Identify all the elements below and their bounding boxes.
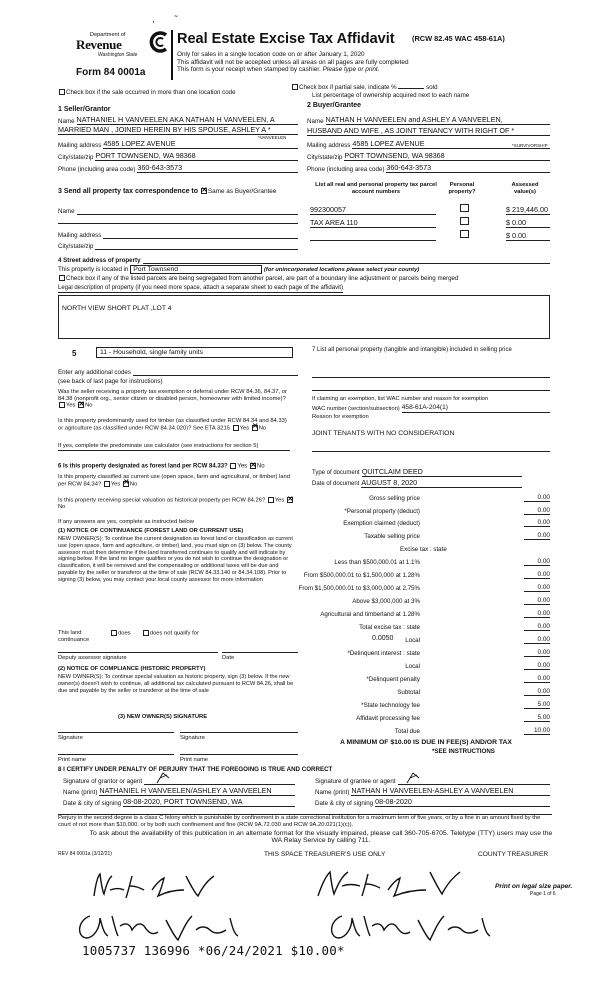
assessed-value-1[interactable]: $ 219,446.00: [506, 206, 550, 215]
same-as-buyer-label: Same as Buyer/Grantee: [207, 188, 277, 195]
seller-name-label: Name: [58, 118, 75, 126]
notice-date: Only for sales in a single location code on or after January 1, 2020: [177, 51, 365, 58]
s6-q3: Is this property receiving special valuation as historical property per RCW 84.26? Yes ✕No: [58, 497, 298, 511]
perjury-notice: Perjury in the second degree is a class C felony which is punishable by confinement in a state correctional institution for a maximum term of five years, or by a fine in an amount fixed by the court of not more than $10,000, or by both such confinement and fine (RCW 9A.72.030 and RCW 9A.20.021(1)(c)).: [58, 814, 552, 828]
tier3-value[interactable]: 0.00: [524, 584, 550, 592]
segregated-label: Check box if any of the listed parcels are being segregated from another parcel, are part of a boundary line adjustment or parcels being merged: [66, 275, 459, 282]
street-address-label: 4 Street address of property: [58, 257, 141, 264]
tier1-label: Less than $500,000.01 at 1.1%: [334, 559, 420, 566]
additional-codes-field[interactable]: [133, 369, 298, 376]
treasurer-only-label: THIS SPACE TREASURER'S USE ONLY: [264, 851, 386, 858]
tech-fee-label: *State technology fee: [361, 702, 420, 709]
s5-q2-yes-checkbox[interactable]: [233, 425, 239, 431]
tax-correspondence-row: [58, 188, 276, 196]
county-treasurer-label: COUNTY TREASURER: [478, 851, 549, 858]
s6-q1-no-checkbox[interactable]: [250, 463, 256, 469]
seller-phone-field[interactable]: 360-643-3573: [137, 164, 298, 173]
tier4-value[interactable]: 0.00: [524, 597, 550, 605]
corr-address-row: [58, 232, 298, 239]
signature-nathan-2: [312, 866, 472, 902]
parcel-account-1[interactable]: 992300057: [310, 206, 436, 215]
legal-description-field[interactable]: NORTH VIEW SHORT PLAT ,LOT 4: [58, 295, 550, 339]
grantee-name-label: Name (print): [315, 788, 350, 796]
buyer-name-label: Name: [307, 118, 324, 126]
seller-phone-row: [58, 164, 298, 173]
buyer-phone-row: [307, 164, 550, 173]
wac-label: WAC number (section/subsection): [312, 405, 400, 412]
notice1-body: NEW OWNER(S): To continue the current designation as forest land or classification as current use (open space, farm and agriculture, or timber) land, you must sign on (3) below. The county assessor must then determine if the land transferred continues to qualify and will indicate by signing below. If the land no longer qualifies or you do not wish to continue the designation or classification, it will be removed and the compensating or additional taxes will be due and payable by the seller or transferor at the time of sale (RCW 84.33.140 or 84.34.108). Prior to signing (3) below, you may contact your local county assessor for more information: [58, 536, 293, 583]
notice-receipt: This form is your receipt when stamped by cashier. Please type or print.: [177, 66, 380, 74]
corr-city-row: [58, 243, 298, 250]
buyer-phone-label: Phone (including area code): [307, 166, 385, 174]
ag-label: Agricultural and timberland at 1.28%: [320, 611, 420, 618]
local-rate: 0.0050: [372, 635, 394, 642]
buyer-address-label: Mailing address: [307, 142, 351, 150]
excise-header: Excise tax : state: [400, 546, 447, 553]
print-name-label-1: Print name: [58, 757, 87, 763]
cashier-receipt-stamp: 1005737 136996 *06/24/2021 $10.00*: [82, 943, 345, 958]
buyer-city-label: City/state/zip: [307, 154, 343, 162]
partial-sale-checkbox[interactable]: [292, 84, 298, 90]
deputy-date-line[interactable]: [222, 652, 298, 653]
segregated-checkbox[interactable]: [59, 275, 65, 281]
multi-location-checkbox[interactable]: [59, 89, 65, 95]
legal-size-note: Print on legal size paper.: [495, 883, 573, 890]
deputy-label: Deputy assessor signature: [58, 655, 127, 661]
dor-logo: [76, 32, 168, 59]
grantee-name-field[interactable]: NATHAN H VANVEELEN-ASHLEY A VANVEELEN: [351, 787, 550, 796]
doc-type-row: [312, 468, 522, 477]
s6-q3-no-checkbox[interactable]: [287, 497, 293, 503]
header-divider: [171, 30, 173, 80]
doc-date-label: Date of document: [312, 481, 360, 488]
total-due-label: Total due: [394, 728, 420, 735]
s6-q2-yes-checkbox[interactable]: [104, 481, 110, 487]
corr-name-label: Name: [58, 208, 75, 215]
reason-line2[interactable]: [312, 451, 550, 452]
exemption-deduct-value[interactable]: 0.00: [524, 519, 550, 527]
gross-label: Gross selling price: [369, 495, 420, 502]
s5-q1-no-checkbox[interactable]: [78, 402, 84, 408]
processing-fee-value[interactable]: 5.00: [524, 714, 550, 722]
delinquent-penalty-label: *Delinquent penalty: [366, 676, 420, 683]
grantor-name-label: Name (print): [63, 788, 98, 796]
seller-phone-label: Phone (including area code): [58, 166, 136, 174]
minimum-notice: A MINIMUM OF $10.00 IS DUE IN FEE(S) AND/OR TAX: [340, 739, 512, 746]
multi-location-row: [58, 89, 236, 96]
notice1-title: (1) NOTICE OF CONTINUANCE (FOREST LAND OR CURRENT USE): [58, 528, 244, 534]
buyer-name-row: [307, 116, 550, 125]
partial-sale-label: Check box if partial sale, indicate %: [299, 84, 397, 91]
see-back-note: (see back of last page for instructions): [58, 378, 163, 385]
personal-col-header: Personal property?: [448, 182, 476, 195]
signature-tick-icon: [156, 772, 170, 784]
s5-q1: Was the seller receiving a property tax exemption or deferral under RCW 84.36, 84.37, or 84.38 (nonprofit org., senior citizen or disabled person, homeowner with limited income)? Yes ✕ No: [58, 389, 290, 410]
buyer-name-line1[interactable]: NATHAN H VANVEELEN and ASHLEY A VANVEELEN,: [326, 116, 550, 125]
land-qualify-row: does does not qualify for: [110, 630, 199, 637]
exemption-deduct-label: Exemption claimed (deduct): [343, 520, 420, 527]
personal-checkbox-1[interactable]: [460, 204, 469, 212]
percentage-note: List percentage of ownership acquired next to each name: [312, 92, 470, 99]
rev-number: REV 84 0001a (3/12/21): [58, 851, 112, 857]
partial-percent-field[interactable]: [398, 88, 424, 89]
buyer-address-field[interactable]: 4585 LOPEZ AVENUE: [352, 140, 550, 149]
location-select[interactable]: Port Townsend: [130, 265, 262, 274]
s5-q2: Is this property predominantly used for timber (as classified under RCW 84.34 and 84.33) or agriculture (as classified under RCW 84.34.020)? See ETA 3215 Yes ✕ No: [58, 418, 290, 432]
buyer-section-label: 2 Buyer/Grantee: [307, 102, 362, 109]
grantee-block: [315, 775, 550, 807]
additional-codes-label: Enter any additional codes: [58, 369, 131, 376]
signature-ashley-2: [320, 906, 500, 946]
doc-date-field[interactable]: AUGUST 8, 2020: [361, 479, 522, 488]
does-not-checkbox[interactable]: [143, 630, 149, 636]
s6-q1-yes-checkbox[interactable]: [230, 463, 236, 469]
delinquent-interest-label: *Delinquent interest : state: [347, 650, 420, 657]
seller-section-label: 1 Seller/Grantor: [58, 106, 111, 113]
reason-field[interactable]: JOINT TENANTS WITH NO CONSIDERATION: [312, 430, 455, 437]
taxable-label: Taxable selling price: [364, 533, 420, 540]
scan-mark: , ˜: [152, 14, 178, 24]
total-state-value[interactable]: 0.00: [524, 623, 550, 631]
doc-type-field[interactable]: QUITCLAIM DEED: [362, 468, 522, 477]
revenue-label: Revenue: [76, 37, 122, 53]
notice3-title: (3) NEW OWNER(S) SIGNATURE: [118, 714, 208, 720]
state-label: Washington State: [98, 52, 138, 59]
grantee-sig-label: Signature of grantee or agent: [315, 777, 396, 785]
location-note: (for unincorporated locations please select your county): [263, 267, 420, 273]
local-label: Local: [405, 637, 420, 644]
tax-correspondence-label: 3 Send all property tax correspondence to: [58, 188, 199, 195]
reason-label: Reason for exemption: [312, 414, 369, 420]
personal-deduct-label: *Personal property (deduct): [344, 508, 420, 515]
assessed-value-3[interactable]: $ 0.00: [506, 232, 550, 241]
exemption-label: If claiming an exemption, list WAC number and reason for exemption: [312, 396, 489, 402]
total-state-label: Total excise tax : state: [359, 624, 420, 631]
corr-city-label: City/state/zip: [58, 243, 94, 250]
corr-city-field[interactable]: [95, 243, 298, 250]
grantor-date-label: Date & city of signing: [63, 799, 122, 807]
buyer-name-line2[interactable]: HUSBAND AND WIFE , AS JOINT TENANCY WITH RIGHT OF *: [307, 127, 550, 136]
multi-location-label: Check box if the sale occurred in more than one location code: [66, 89, 236, 96]
delinquent-local-value[interactable]: 0.00: [524, 662, 550, 670]
signature-label-1: Signature: [58, 735, 83, 741]
section5-number: 5: [72, 349, 77, 358]
parcel-account-2[interactable]: TAX AREA 110: [310, 219, 436, 228]
tier2-label: From $500,000.01 to $1,500,000 at 1.28%: [303, 572, 420, 579]
land-use-select[interactable]: 11 - Household, single family units: [96, 347, 293, 358]
doc-type-label: Type of document: [312, 470, 360, 477]
seller-name-note: *VANVEELEN: [258, 135, 287, 140]
seller-city-field[interactable]: PORT TOWNSEND, WA 98368: [95, 152, 298, 161]
corr-address-label: Mailing address: [58, 232, 102, 239]
s5-q2-no-checkbox[interactable]: [252, 425, 258, 431]
corr-address-field[interactable]: [103, 232, 298, 239]
new-owner-sig-2[interactable]: [180, 732, 298, 733]
new-owner-print-1[interactable]: [58, 754, 174, 755]
s7-personal-label: 7 List all personal property (tangible and intangible) included in selling price: [312, 347, 512, 353]
subtotal-value[interactable]: 0.00: [524, 688, 550, 696]
grantor-signature-field[interactable]: [144, 776, 295, 785]
notice-complete: This affidavit will not be accepted unless all areas on all pages are fully completed: [177, 58, 409, 66]
located-row: [58, 265, 419, 274]
form-number: Form 84 0001a: [76, 67, 146, 78]
see-instructions: *SEE INSTRUCTIONS: [432, 748, 495, 755]
corr-name-field[interactable]: [77, 208, 298, 215]
notice2-title: (2) NOTICE OF COMPLIANCE (HISTORIC PROPERTY): [58, 666, 206, 672]
grantor-name-field[interactable]: NATHANIEL H VANVEELEN/ASHLEY A VANVEELEN: [99, 787, 295, 796]
located-label: This property is located in: [58, 266, 129, 273]
personal-checkbox-3[interactable]: [460, 230, 469, 238]
tier3-label: From $1,500,000.01 to $3,000,000 at 2.75%: [298, 585, 420, 592]
legal-desc-label: Legal description of property (if you need more space, attach a separate sheet to each page of the affidavit): [58, 285, 344, 291]
ag-value[interactable]: 0.00: [524, 610, 550, 618]
grantee-date-field[interactable]: 08-08-2020: [375, 798, 550, 807]
tier1-value[interactable]: 0.00: [524, 558, 550, 566]
segregated-row: [58, 275, 458, 282]
notice2-body: NEW OWNER(S): To continue special valuation as historic property, sign (3) below. If the new owner(s) doesn't wish to continue, all additional tax calculated pursuant to RCW 84.26, shall be due and payable by the seller or transferor at the time of sale: [58, 674, 294, 694]
this-land-label: This land continuance: [58, 630, 90, 643]
additional-codes-row: [58, 369, 298, 376]
delinquent-penalty-value[interactable]: 0.00: [524, 675, 550, 683]
signature-tick-icon: [406, 772, 420, 784]
buyer-city-field[interactable]: PORT TOWNSEND, WA 98368: [344, 152, 550, 161]
seller-name-line1[interactable]: NATHANIEL H VANVEELEN AKA NATHAN H VANVEELEN, A: [77, 116, 298, 125]
deputy-date-label: Date: [222, 655, 235, 661]
total-due-value[interactable]: 10.00: [524, 727, 550, 735]
print-name-label-2: Print name: [180, 757, 209, 763]
new-owner-print-2[interactable]: [180, 754, 298, 755]
buyer-phone-field[interactable]: 360-643-3573: [386, 164, 550, 173]
street-address-field[interactable]: [143, 257, 550, 264]
grantor-block: [63, 775, 295, 807]
seller-name-line2[interactable]: MARRIED MAN , JOINED HEREIN BY HIS SPOUSE, ASHLEY A *: [58, 126, 298, 135]
wac-number-field[interactable]: 458-61A-204(1): [402, 404, 550, 413]
page-title: Real Estate Excise Tax Affidavit: [177, 31, 395, 47]
s7-personal-line1[interactable]: [312, 377, 550, 378]
does-checkbox[interactable]: [111, 630, 117, 636]
corr-name-line2[interactable]: [58, 223, 298, 224]
tier4-label: Above $3,000,000 at 3%: [352, 598, 420, 605]
tech-fee-value[interactable]: 5.00: [524, 701, 550, 709]
rcw-citation: (RCW 82.45 WAC 458-61A): [412, 34, 505, 43]
seller-city-label: City/state/zip: [58, 154, 94, 162]
parcel-account-3[interactable]: [310, 232, 436, 241]
s6-q4: If any answers are yes, complete as instructed below: [58, 519, 194, 525]
parcel-col-header: List all real and personal property tax parcel account numbers: [315, 182, 437, 195]
s5-q1-yes-checkbox[interactable]: [59, 402, 65, 408]
grantor-sig-label: Signature of grantor or agent: [63, 777, 143, 785]
subtotal-label: Subtotal: [397, 689, 420, 696]
assessed-value-2[interactable]: $ 0.00: [506, 219, 550, 228]
local-value[interactable]: 0.00: [524, 636, 550, 644]
delinquent-interest-value[interactable]: 0.00: [524, 649, 550, 657]
seller-name-row: [58, 116, 298, 125]
s6-q1: 6 Is this property designated as forest land per RCW 84.33? Yes ✕ No: [58, 463, 298, 470]
personal-checkbox-2[interactable]: [460, 217, 469, 225]
certify-label: 8 I CERTIFY UNDER PENALTY OF PERJURY THAT THE FOREGOING IS TRUE AND CORRECT: [58, 766, 333, 773]
grantee-signature-field[interactable]: [398, 776, 551, 785]
assessed-col-header: Assessed value(s): [511, 182, 539, 195]
s5-q3: If yes, complete the predominate use calculator (see instructions for section 5): [58, 443, 290, 451]
dept-label: Department of: [90, 32, 126, 38]
buyer-address-note: *SURVIVORSHIP: [512, 143, 548, 148]
corr-name-row: [58, 208, 298, 215]
sold-label: sold: [426, 84, 438, 91]
new-owner-sig-1[interactable]: [58, 732, 174, 733]
signature-label-2: Signature: [180, 735, 205, 741]
seller-address-field[interactable]: 4585 LOPEZ AVENUE: [103, 140, 298, 149]
buyer-city-row: [307, 152, 550, 161]
s6-q2: Is this property classified as current use (open space, farm and agricultural, or timber) land per RCW 84.34? Yes ✕ No: [58, 474, 298, 488]
seller-address-label: Mailing address: [58, 142, 102, 150]
s7-personal-line2[interactable]: [312, 390, 550, 391]
taxable-value[interactable]: 0.00: [524, 532, 550, 540]
street-address-row: [58, 257, 550, 264]
tier2-value[interactable]: 0.00: [524, 571, 550, 579]
same-as-buyer-checkbox[interactable]: [201, 188, 207, 194]
page-number: Page 1 of 6: [530, 891, 556, 897]
processing-fee-label: Affidavit processing fee: [356, 715, 420, 722]
deputy-signature-line[interactable]: [58, 652, 218, 653]
partial-sale-row: [291, 84, 438, 91]
personal-deduct-value[interactable]: 0.00: [524, 507, 550, 515]
s6-q2-no-checkbox[interactable]: [123, 481, 129, 487]
wac-row: [312, 404, 550, 413]
doc-date-row: [312, 479, 522, 488]
signature-ashley-1: [70, 906, 250, 946]
grantee-date-label: Date & city of signing: [315, 799, 374, 807]
revenue-swoosh-icon: [146, 30, 170, 54]
availability-notice: To ask about the availability of this publication in an alternate format for the visually impaired, please call 360-705-6705. Teletype (TTY) users may use the WA Relay Service by calling 711.: [89, 830, 553, 845]
gross-value[interactable]: 0.00: [524, 494, 550, 502]
s6-q3-yes-checkbox[interactable]: [268, 497, 274, 503]
signature-nathan-1: [86, 868, 226, 902]
delinquent-local-label: Local: [405, 663, 420, 670]
seller-city-row: [58, 152, 298, 161]
seller-address-row: [58, 140, 298, 149]
grantor-date-field[interactable]: 08-08-2020, PORT TOWNSEND, WA: [123, 798, 295, 807]
